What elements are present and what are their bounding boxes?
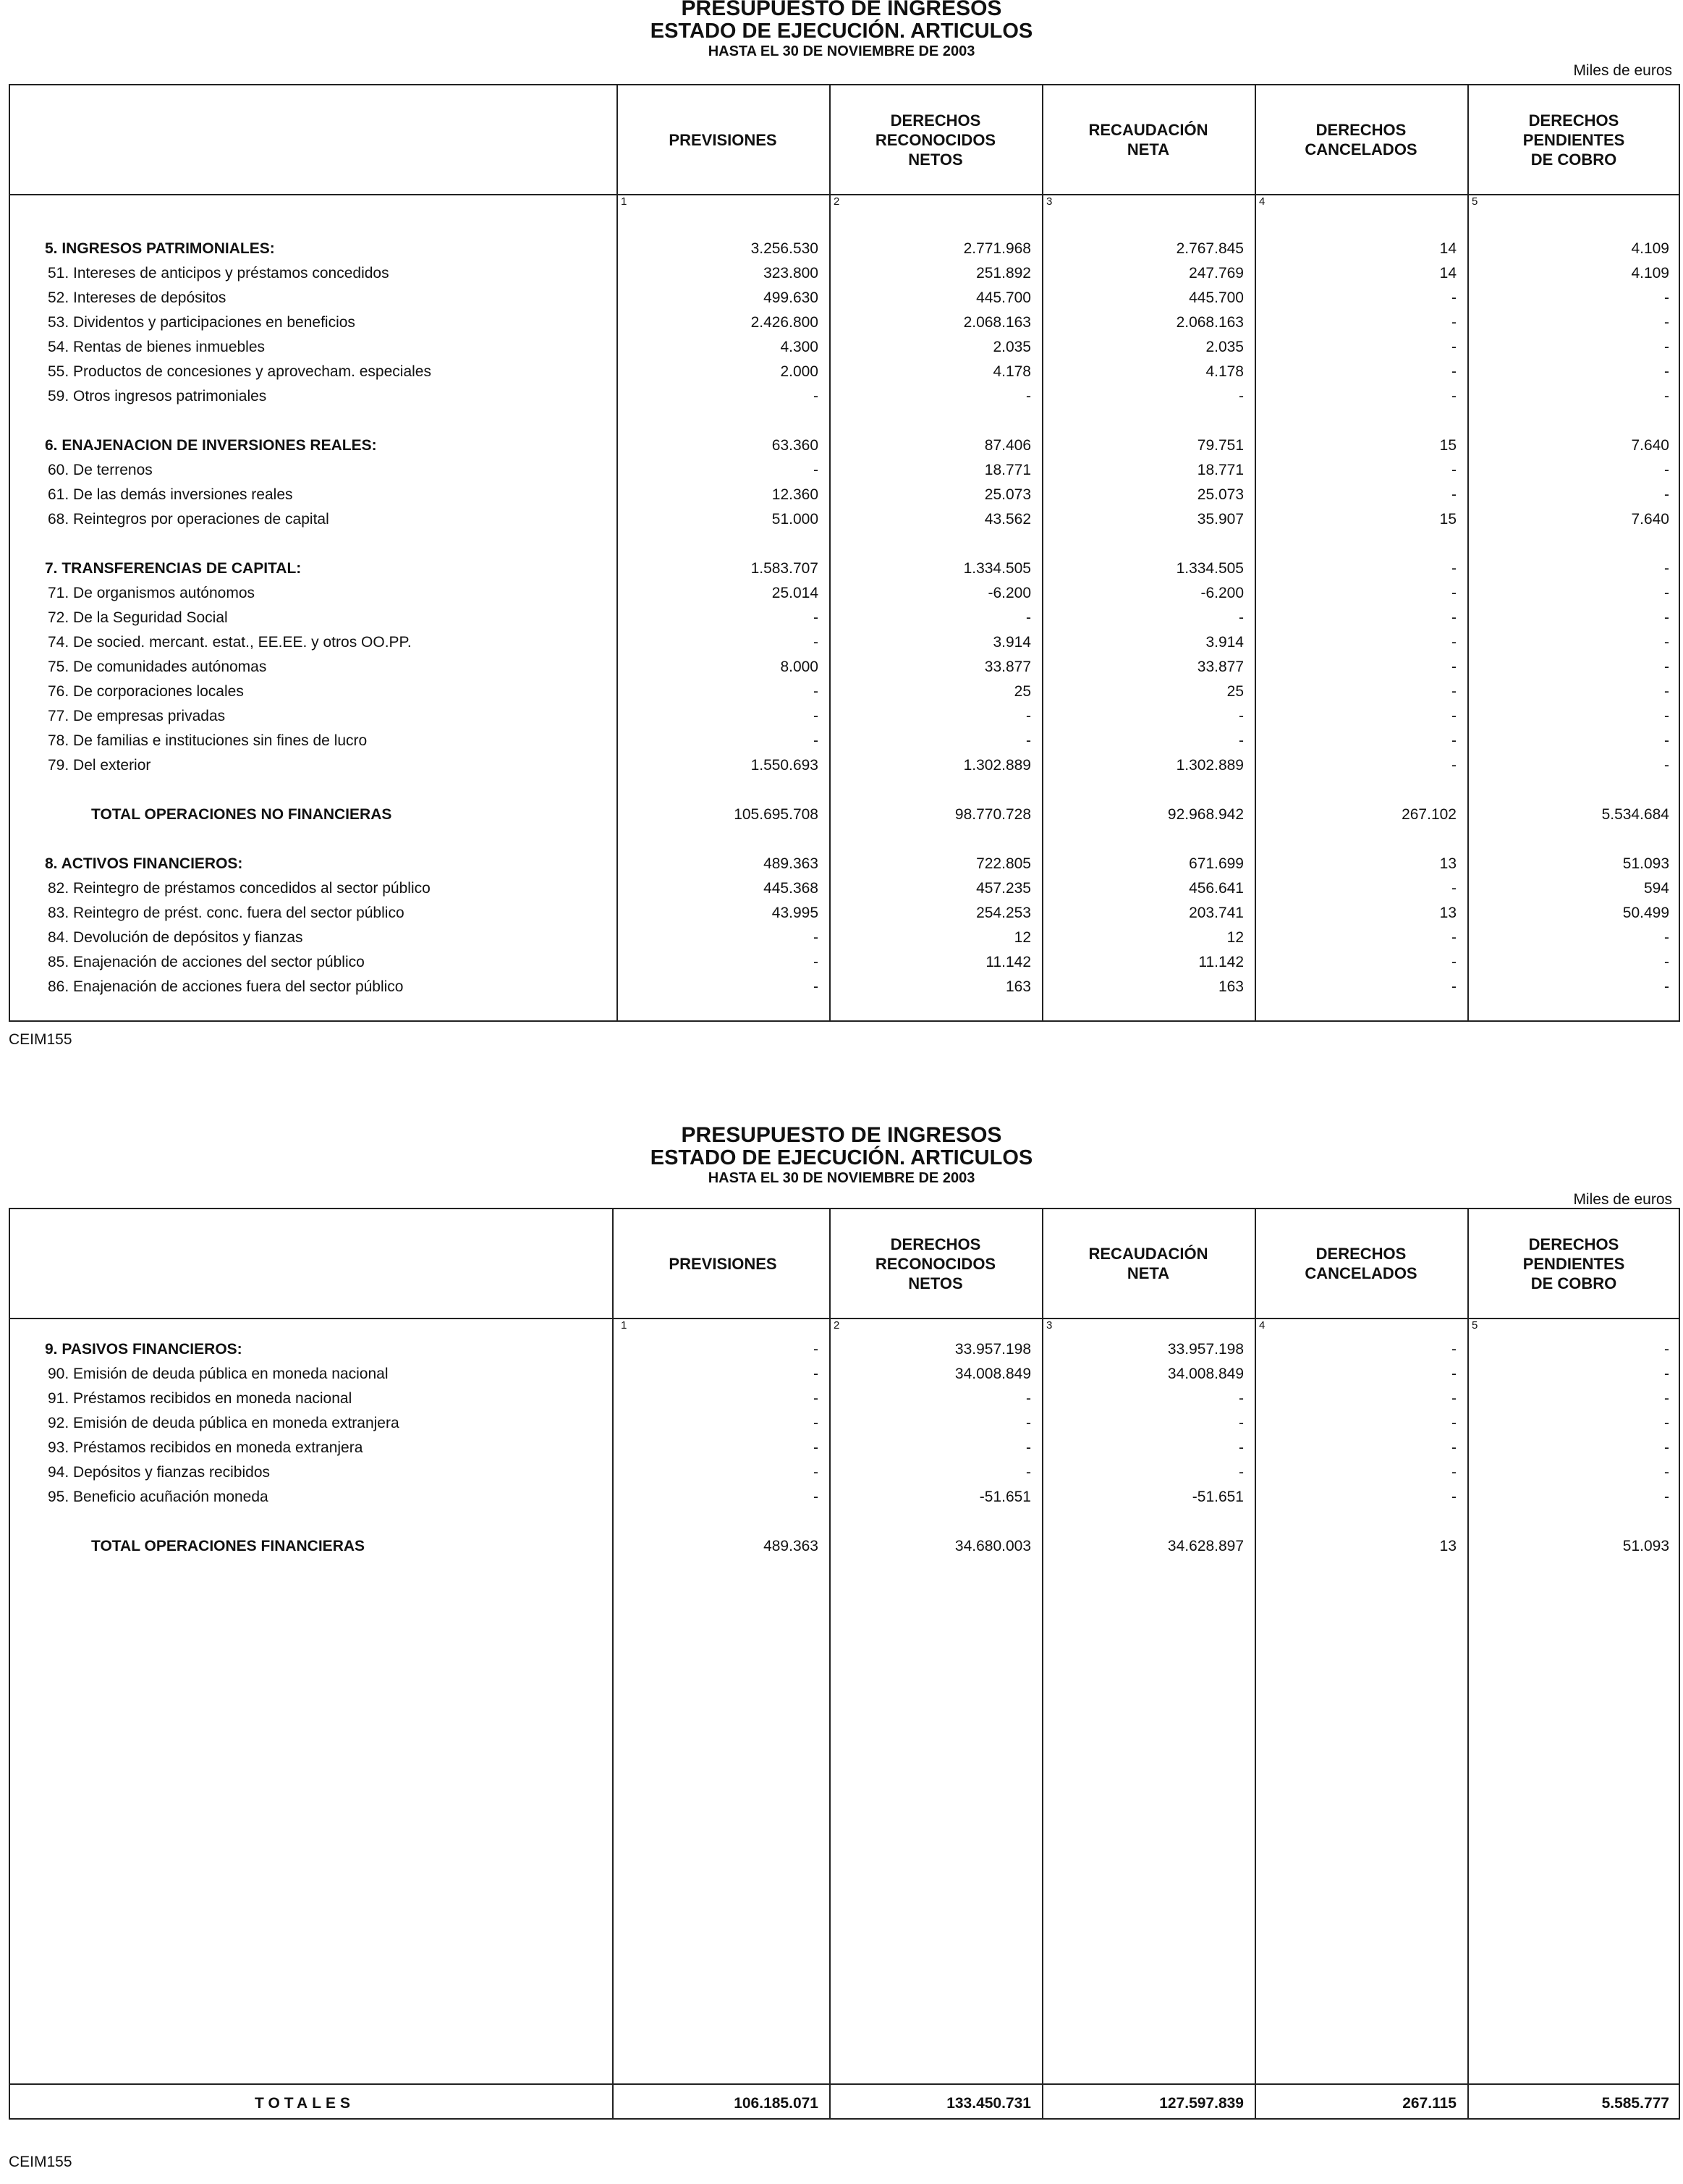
section-row	[10, 560, 1679, 584]
footer-code: CEIM155	[9, 2154, 72, 2170]
cell-value-col-5: -	[1664, 634, 1669, 651]
cell-value-col-2: 163	[1005, 978, 1031, 995]
cell-value-col-2: 33.957.198	[954, 1341, 1031, 1358]
cell-value-col-4: -	[1451, 634, 1457, 651]
cell-value-col-4: -	[1451, 339, 1457, 355]
cell-value-col-1: 51.000	[771, 511, 818, 528]
page-subtitle: ESTADO DE EJECUCIÓN. ARTICULOS	[650, 1146, 1033, 1169]
column-number-2: 2	[834, 195, 840, 208]
cell-value-col-2: -	[1026, 1464, 1031, 1481]
cell-value-col-2: 12	[1014, 929, 1031, 946]
cell-value-col-4: 13	[1439, 905, 1457, 921]
table-row	[10, 1390, 1679, 1414]
cell-value-col-1: 2.000	[780, 363, 818, 380]
row-label: 78. De familias e instituciones sin fines de lucro	[48, 732, 368, 749]
cell-value-col-3: 92.968.942	[1167, 806, 1244, 823]
table-row	[10, 462, 1679, 486]
row-label: 82. Reintegro de préstamos concedidos al sector público	[48, 880, 431, 897]
column-header-4: DERECHOS CANCELADOS	[1305, 121, 1417, 158]
cell-value-col-1: -	[813, 634, 818, 651]
table-row	[10, 880, 1679, 904]
column-number-4: 4	[1259, 1319, 1266, 1332]
cell-value-col-5: -	[1664, 388, 1669, 405]
cell-value-col-5: -	[1664, 683, 1669, 700]
cell-value-col-5: 4.109	[1631, 240, 1669, 257]
cell-value-col-1: 43.995	[771, 905, 818, 921]
table-row	[10, 634, 1679, 658]
cell-value-col-1: -	[813, 978, 818, 995]
date-line: HASTA EL 30 DE NOVIEMBRE DE 2003	[708, 43, 975, 59]
cell-value-col-2: 251.892	[976, 265, 1031, 282]
cell-value-col-3: -51.651	[1192, 1489, 1244, 1505]
cell-value-col-2: 445.700	[976, 289, 1031, 306]
cell-value-col-2: 1.302.889	[963, 757, 1031, 774]
cell-value-col-4: 15	[1439, 437, 1457, 454]
totales-label: TOTALES	[255, 2095, 355, 2112]
cell-value-col-3: 2.035	[1205, 339, 1244, 355]
cell-value-col-2: 722.805	[976, 855, 1031, 872]
row-label: 52. Intereses de depósitos	[48, 289, 226, 306]
cell-value-col-4: 15	[1439, 511, 1457, 528]
cell-value-col-2: 43.562	[984, 511, 1031, 528]
column-number-5: 5	[1472, 1319, 1478, 1332]
cell-value-col-3: 4.178	[1205, 363, 1244, 380]
date-line: HASTA EL 30 DE NOVIEMBRE DE 2003	[708, 1170, 975, 1186]
row-label: TOTAL OPERACIONES NO FINANCIERAS	[91, 806, 392, 823]
cell-value-col-5: -	[1664, 609, 1669, 626]
row-label: 55. Productos de concesiones y aprovecham. especiales	[48, 363, 431, 380]
table-row	[10, 1366, 1679, 1389]
cell-value-col-1: -	[813, 708, 818, 724]
cell-value-col-5: -	[1664, 486, 1669, 503]
column-header-3: RECAUDACIÓN NETA	[1088, 121, 1208, 158]
column-header-5: DERECHOS PENDIENTES DE COBRO	[1522, 111, 1625, 169]
cell-value-col-5: -	[1664, 1390, 1669, 1407]
column-number-2: 2	[834, 1319, 840, 1332]
cell-value-col-4: 13	[1439, 1538, 1457, 1554]
totales-value-col-1: 106.185.071	[734, 2095, 818, 2112]
table-row	[10, 265, 1679, 289]
cell-value-col-4: -	[1451, 880, 1457, 897]
cell-value-col-4: -	[1451, 978, 1457, 995]
cell-value-col-5: 51.093	[1622, 855, 1669, 872]
cell-value-col-2: 98.770.728	[954, 806, 1031, 823]
table-row	[10, 1489, 1679, 1512]
table-row	[10, 339, 1679, 363]
cell-value-col-3: 445.700	[1189, 289, 1244, 306]
cell-value-col-1: -	[813, 683, 818, 700]
cell-value-col-1: -	[813, 1489, 818, 1505]
section-row	[10, 855, 1679, 879]
cell-value-col-1: 105.695.708	[734, 806, 818, 823]
row-label: 92. Emisión de deuda pública en moneda extranjera	[48, 1415, 399, 1431]
cell-value-col-1: 4.300	[780, 339, 818, 355]
cell-value-col-2: 18.771	[984, 462, 1031, 478]
cell-value-col-4: -	[1451, 1439, 1457, 1456]
table-row	[10, 905, 1679, 928]
cell-value-col-5: -	[1664, 339, 1669, 355]
cell-value-col-5: -	[1664, 659, 1669, 675]
cell-value-col-4: -	[1451, 1489, 1457, 1505]
cell-value-col-3: -	[1239, 388, 1244, 405]
row-label: 75. De comunidades autónomas	[48, 659, 267, 675]
cell-value-col-5: -	[1664, 732, 1669, 749]
page-2-title-block	[0, 1124, 1683, 1188]
cell-value-col-2: -	[1026, 732, 1031, 749]
cell-value-col-3: 203.741	[1189, 905, 1244, 921]
column-number-3: 3	[1046, 1319, 1053, 1332]
cell-value-col-3: 3.914	[1205, 634, 1244, 651]
section-row	[10, 437, 1679, 461]
cell-value-col-2: 3.914	[993, 634, 1031, 651]
cell-value-col-3: -6.200	[1200, 585, 1244, 601]
cell-value-col-3: 2.068.163	[1176, 314, 1244, 331]
cell-value-col-1: 63.360	[771, 437, 818, 454]
row-label: 7. TRANSFERENCIAS DE CAPITAL:	[45, 560, 302, 577]
cell-value-col-4: -	[1451, 289, 1457, 306]
cell-value-col-1: 1.550.693	[750, 757, 818, 774]
cell-value-col-2: -	[1026, 1439, 1031, 1456]
cell-value-col-3: -	[1239, 609, 1244, 626]
row-label: 53. Dividentos y participaciones en beneficios	[48, 314, 355, 331]
cell-value-col-3: 18.771	[1197, 462, 1244, 478]
table-frame	[9, 1208, 1680, 2120]
cell-value-col-1: -	[813, 1341, 818, 1358]
row-label: 94. Depósitos y fianzas recibidos	[48, 1464, 270, 1481]
footer-code: CEIM155	[9, 1031, 72, 1048]
cell-value-col-1: 2.426.800	[750, 314, 818, 331]
cell-value-col-4: -	[1451, 388, 1457, 405]
cell-value-col-1: 25.014	[771, 585, 818, 601]
row-label: 61. De las demás inversiones reales	[48, 486, 293, 503]
cell-value-col-5: -	[1664, 462, 1669, 478]
column-number-4: 4	[1259, 195, 1266, 208]
row-label: 54. Rentas de bienes inmuebles	[48, 339, 266, 355]
cell-value-col-1: 12.360	[771, 486, 818, 503]
row-label: 79. Del exterior	[48, 757, 151, 774]
cell-value-col-3: 33.877	[1197, 659, 1244, 675]
cell-value-col-3: 11.142	[1198, 954, 1244, 970]
table-row	[10, 486, 1679, 510]
table-frame	[9, 84, 1680, 1022]
section-row	[10, 1341, 1679, 1365]
cell-value-col-2: -	[1026, 609, 1031, 626]
cell-value-col-3: 34.008.849	[1167, 1366, 1244, 1382]
table-row	[10, 954, 1679, 978]
column-header-3: RECAUDACIÓN NETA	[1088, 1245, 1208, 1282]
cell-value-col-3: -	[1239, 1464, 1244, 1481]
table-row	[10, 314, 1679, 338]
row-label: 5. INGRESOS PATRIMONIALES:	[45, 240, 275, 257]
cell-value-col-3: 1.334.505	[1176, 560, 1244, 577]
row-label: 72. De la Seguridad Social	[48, 609, 228, 626]
cell-value-col-5: 7.640	[1631, 511, 1669, 528]
table-row	[10, 1464, 1679, 1488]
cell-value-col-3: -	[1239, 1390, 1244, 1407]
cell-value-col-4: -	[1451, 314, 1457, 331]
totales-value-col-2: 133.450.731	[946, 2095, 1031, 2112]
totales-value-col-5: 5.585.777	[1601, 2095, 1669, 2112]
cell-value-col-2: -	[1026, 1415, 1031, 1431]
column-header-1: PREVISIONES	[669, 1254, 777, 1273]
cell-value-col-1: -	[813, 1390, 818, 1407]
table-row	[10, 1439, 1679, 1463]
row-label: 74. De socied. mercant. estat., EE.EE. y otros OO.PP.	[48, 634, 412, 651]
cell-value-col-4: -	[1451, 954, 1457, 970]
cell-value-col-3: 25.073	[1197, 486, 1244, 503]
cell-value-col-1: -	[813, 609, 818, 626]
cell-value-col-4: 14	[1439, 240, 1457, 257]
cell-value-col-1: -	[813, 1366, 818, 1382]
table-row	[10, 929, 1679, 953]
page-title: PRESUPUESTO DE INGRESOS	[681, 0, 1002, 20]
table-row	[10, 388, 1679, 412]
table-row	[10, 289, 1679, 313]
table-row	[10, 585, 1679, 609]
row-label: 93. Préstamos recibidos en moneda extranjera	[48, 1439, 363, 1456]
header-divider	[10, 1318, 1679, 1319]
table-row	[10, 708, 1679, 732]
units-label: Miles de euros	[1573, 1191, 1672, 1208]
cell-value-col-5: -	[1664, 585, 1669, 601]
cell-value-col-2: 34.008.849	[954, 1366, 1031, 1382]
table-row	[10, 732, 1679, 756]
row-label: 59. Otros ingresos patrimoniales	[48, 388, 267, 405]
cell-value-col-1: 499.630	[763, 289, 818, 306]
cell-value-col-4: -	[1451, 1464, 1457, 1481]
cell-value-col-1: -	[813, 1464, 818, 1481]
row-label: 51. Intereses de anticipos y préstamos concedidos	[48, 265, 389, 282]
cell-value-col-1: -	[813, 388, 818, 405]
cell-value-col-3: 35.907	[1197, 511, 1244, 528]
cell-value-col-5: -	[1664, 289, 1669, 306]
cell-value-col-2: 1.334.505	[963, 560, 1031, 577]
cell-value-col-2: -6.200	[988, 585, 1031, 601]
table-row	[10, 609, 1679, 633]
cell-value-col-3: -	[1239, 732, 1244, 749]
cell-value-col-1: 1.583.707	[750, 560, 818, 577]
cell-value-col-1: -	[813, 732, 818, 749]
row-label: 77. De empresas privadas	[48, 708, 226, 724]
units-label: Miles de euros	[1573, 62, 1672, 79]
table-row	[10, 757, 1679, 781]
row-label: 6. ENAJENACION DE INVERSIONES REALES:	[45, 437, 377, 454]
column-header-2: DERECHOS RECONOCIDOS NETOS	[875, 111, 996, 169]
cell-value-col-5: 50.499	[1622, 905, 1669, 921]
cell-value-col-4: -	[1451, 462, 1457, 478]
cell-value-col-4: -	[1451, 659, 1457, 675]
cell-value-col-1: 8.000	[780, 659, 818, 675]
cell-value-col-4: -	[1451, 757, 1457, 774]
cell-value-col-3: 79.751	[1197, 437, 1244, 454]
cell-value-col-4: -	[1451, 708, 1457, 724]
cell-value-col-2: 2.035	[993, 339, 1031, 355]
cell-value-col-4: 13	[1439, 855, 1457, 872]
totales-value-col-4: 267.115	[1402, 2095, 1457, 2112]
cell-value-col-4: -	[1451, 732, 1457, 749]
cell-value-col-4: -	[1451, 1390, 1457, 1407]
header-divider	[10, 194, 1679, 195]
cell-value-col-5: -	[1664, 1464, 1669, 1481]
cell-value-col-2: -	[1026, 708, 1031, 724]
cell-value-col-4: -	[1451, 929, 1457, 946]
cell-value-col-2: 4.178	[993, 363, 1031, 380]
cell-value-col-2: 2.068.163	[963, 314, 1031, 331]
row-label: 91. Préstamos recibidos en moneda nacional	[48, 1390, 352, 1407]
cell-value-col-4: -	[1451, 1341, 1457, 1358]
table-row	[10, 683, 1679, 707]
cell-value-col-5: -	[1664, 560, 1669, 577]
cell-value-col-5: -	[1664, 363, 1669, 380]
cell-value-col-4: -	[1451, 609, 1457, 626]
cell-value-col-5: 4.109	[1631, 265, 1669, 282]
cell-value-col-2: 11.142	[985, 954, 1031, 970]
cell-value-col-1: -	[813, 462, 818, 478]
cell-value-col-3: 671.699	[1189, 855, 1244, 872]
cell-value-col-3: 34.628.897	[1167, 1538, 1244, 1554]
column-number-1: 1	[621, 195, 627, 208]
cell-value-col-5: -	[1664, 1439, 1669, 1456]
total-row	[10, 806, 1679, 830]
cell-value-col-5: -	[1664, 954, 1669, 970]
cell-value-col-5: -	[1664, 1415, 1669, 1431]
cell-value-col-3: 163	[1218, 978, 1244, 995]
cell-value-col-4: -	[1451, 486, 1457, 503]
cell-value-col-1: 445.368	[763, 880, 818, 897]
total-row	[10, 1538, 1679, 1562]
cell-value-col-5: -	[1664, 1489, 1669, 1505]
cell-value-col-5: -	[1664, 1341, 1669, 1358]
cell-value-col-3: 12	[1226, 929, 1244, 946]
cell-value-col-4: -	[1451, 560, 1457, 577]
row-label: 8. ACTIVOS FINANCIEROS:	[45, 855, 243, 872]
page-title: PRESUPUESTO DE INGRESOS	[681, 1123, 1002, 1147]
row-label: 83. Reintegro de prést. conc. fuera del sector público	[48, 905, 404, 921]
cell-value-col-3: 456.641	[1189, 880, 1244, 897]
cell-value-col-3: -	[1239, 708, 1244, 724]
cell-value-col-5: 5.534.684	[1601, 806, 1669, 823]
cell-value-col-5: 7.640	[1631, 437, 1669, 454]
cell-value-col-5: 594	[1643, 880, 1669, 897]
cell-value-col-1: 323.800	[763, 265, 818, 282]
cell-value-col-1: -	[813, 1415, 818, 1431]
table-row	[10, 978, 1679, 1002]
table-row	[10, 659, 1679, 682]
page-subtitle: ESTADO DE EJECUCIÓN. ARTICULOS	[650, 20, 1033, 43]
cell-value-col-1: 3.256.530	[750, 240, 818, 257]
row-label: 76. De corporaciones locales	[48, 683, 244, 700]
cell-value-col-4: -	[1451, 1366, 1457, 1382]
cell-value-col-4: 14	[1439, 265, 1457, 282]
column-number-3: 3	[1046, 195, 1053, 208]
cell-value-col-3: 2.767.845	[1176, 240, 1244, 257]
cell-value-col-3: -	[1239, 1415, 1244, 1431]
row-label: 71. De organismos autónomos	[48, 585, 255, 601]
row-label: 68. Reintegros por operaciones de capital	[48, 511, 329, 528]
cell-value-col-2: 87.406	[984, 437, 1031, 454]
row-label: 9. PASIVOS FINANCIEROS:	[45, 1341, 242, 1358]
row-label: 84. Devolución de depósitos y fianzas	[48, 929, 303, 946]
cell-value-col-3: 1.302.889	[1176, 757, 1244, 774]
cell-value-col-1: 489.363	[763, 855, 818, 872]
section-row	[10, 240, 1679, 264]
cell-value-col-2: -	[1026, 388, 1031, 405]
cell-value-col-4: -	[1451, 683, 1457, 700]
column-number-5: 5	[1472, 195, 1478, 208]
cell-value-col-5: -	[1664, 929, 1669, 946]
cell-value-col-3: 33.957.198	[1167, 1341, 1244, 1358]
cell-value-col-3: 25	[1226, 683, 1244, 700]
page-1-title-block	[0, 0, 1683, 61]
totales-row	[10, 2095, 1679, 2119]
column-header-5: DERECHOS PENDIENTES DE COBRO	[1522, 1235, 1625, 1292]
cell-value-col-4: -	[1451, 585, 1457, 601]
row-label: 90. Emisión de deuda pública en moneda nacional	[48, 1366, 389, 1382]
column-header-4: DERECHOS CANCELADOS	[1305, 1245, 1417, 1282]
cell-value-col-4: -	[1451, 1415, 1457, 1431]
cell-value-col-1: -	[813, 1439, 818, 1456]
cell-value-col-2: 25.073	[984, 486, 1031, 503]
column-header-2: DERECHOS RECONOCIDOS NETOS	[875, 1235, 996, 1292]
column-header-1: PREVISIONES	[669, 130, 777, 149]
cell-value-col-3: -	[1239, 1439, 1244, 1456]
table-row	[10, 363, 1679, 387]
row-label: TOTAL OPERACIONES FINANCIERAS	[91, 1538, 365, 1554]
cell-value-col-4: -	[1451, 363, 1457, 380]
row-label: 95. Beneficio acuñación moneda	[48, 1489, 268, 1505]
cell-value-col-5: 51.093	[1622, 1538, 1669, 1554]
cell-value-col-5: -	[1664, 708, 1669, 724]
cell-value-col-5: -	[1664, 1366, 1669, 1382]
totales-value-col-3: 127.597.839	[1159, 2095, 1244, 2112]
row-label: 86. Enajenación de acciones fuera del sector público	[48, 978, 404, 995]
cell-value-col-4: 267.102	[1402, 806, 1457, 823]
table-row	[10, 511, 1679, 535]
cell-value-col-2: 254.253	[976, 905, 1031, 921]
cell-value-col-2: 33.877	[984, 659, 1031, 675]
cell-value-col-2: 34.680.003	[954, 1538, 1031, 1554]
cell-value-col-3: 247.769	[1189, 265, 1244, 282]
row-label: 85. Enajenación de acciones del sector público	[48, 954, 365, 970]
table-row	[10, 1415, 1679, 1439]
cell-value-col-5: -	[1664, 314, 1669, 331]
cell-value-col-5: -	[1664, 757, 1669, 774]
cell-value-col-2: 457.235	[976, 880, 1031, 897]
column-number-1: 1	[621, 1319, 627, 1332]
totals-divider	[10, 2083, 1679, 2085]
cell-value-col-2: -	[1026, 1390, 1031, 1407]
cell-value-col-1: 489.363	[763, 1538, 818, 1554]
cell-value-col-2: -51.651	[979, 1489, 1031, 1505]
cell-value-col-1: -	[813, 929, 818, 946]
row-label: 60. De terrenos	[48, 462, 153, 478]
cell-value-col-2: 2.771.968	[963, 240, 1031, 257]
cell-value-col-1: -	[813, 954, 818, 970]
cell-value-col-2: 25	[1014, 683, 1031, 700]
cell-value-col-5: -	[1664, 978, 1669, 995]
